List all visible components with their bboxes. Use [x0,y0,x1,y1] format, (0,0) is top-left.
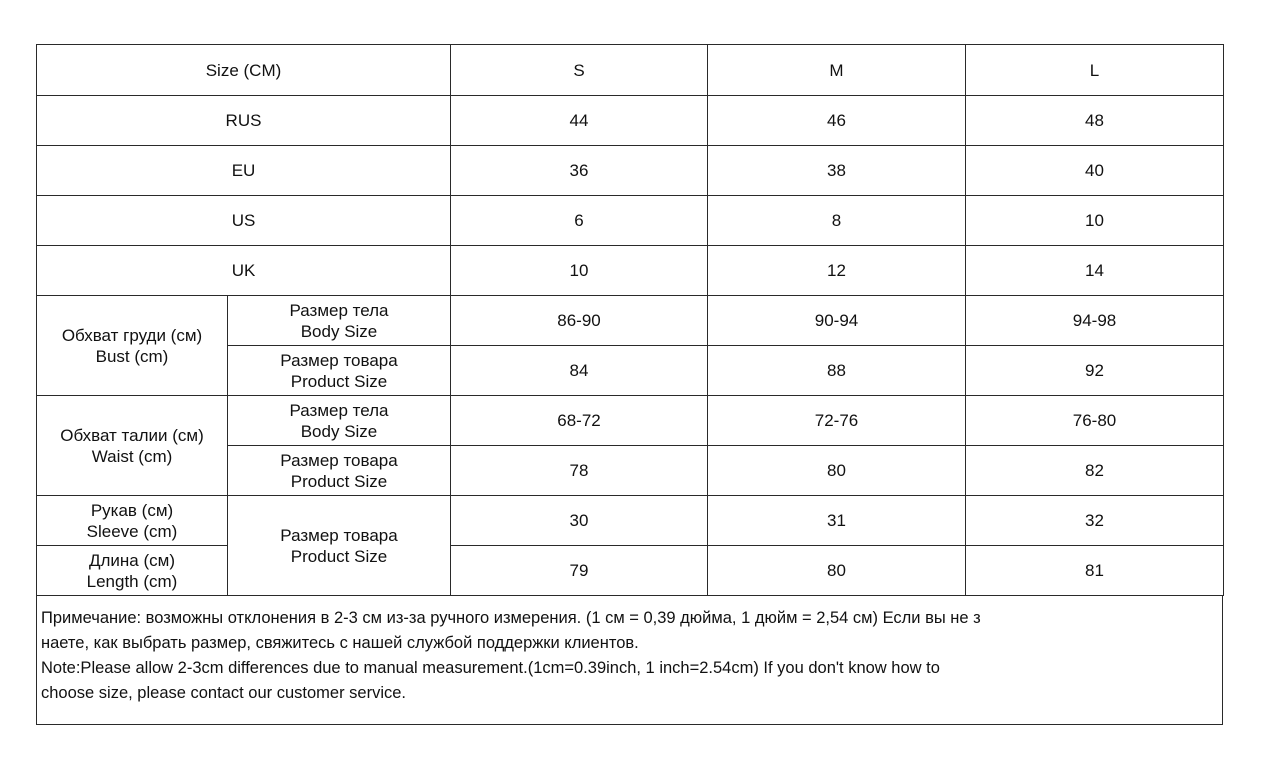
cell-value: 79 [451,546,708,596]
row-label: US [37,196,451,246]
product-size-ru: Размер товара [280,450,398,470]
product-size-en: Product Size [290,371,388,391]
row-us [37,196,1224,246]
cell-value: 94-98 [966,296,1224,346]
waist-label-en: Waist (cm) [91,446,173,466]
header-s: S [451,45,708,96]
product-size-en: Product Size [290,471,388,491]
header-m: M [708,45,966,96]
note-ru-line1: Примечание: возможны отклонения в 2-3 см из-за ручного измерения. (1 см = 0,39 дюйма, 1 дюйм = 2,54 см) Если вы не з [41,609,981,627]
cell-value: 88 [708,346,966,396]
cell-value: 44 [451,96,708,146]
product-size-ru: Размер товара [280,350,398,370]
note-en-line1: Note:Please allow 2-3cm differences due to manual measurement.(1cm=0.39inch, 1 inch=2.54cm) If you don't know how to [41,659,940,677]
cell-value: 80 [708,546,966,596]
cell-value: 38 [708,146,966,196]
row-bust-body [37,296,1224,346]
header-l: L [966,45,1224,96]
cell-value: 81 [966,546,1224,596]
bust-product-size-label [228,346,451,396]
cell-value: 30 [451,496,708,546]
cell-value: 78 [451,446,708,496]
product-size-ru: Размер товара [280,525,398,545]
cell-value: 6 [451,196,708,246]
body-size-ru: Размер тела [289,300,389,320]
length-label-en: Length (cm) [86,571,178,591]
row-label: RUS [37,96,451,146]
bust-label [37,296,228,396]
cell-value: 31 [708,496,966,546]
row-label: EU [37,146,451,196]
row-label: UK [37,246,451,296]
body-size-en: Body Size [300,421,378,441]
body-size-en: Body Size [300,321,378,341]
cell-value: 12 [708,246,966,296]
cell-value: 72-76 [708,396,966,446]
product-size-en: Product Size [290,546,388,566]
cell-value: 14 [966,246,1224,296]
sleeve-label-ru: Рукав (см) [90,500,174,520]
row-sleeve [37,496,1224,546]
length-label-ru: Длина (см) [88,550,175,570]
cell-value: 84 [451,346,708,396]
row-waist-body [37,396,1224,446]
sleeve-label [37,496,228,546]
cell-value: 10 [451,246,708,296]
sleeve-label-en: Sleeve (cm) [86,521,178,541]
waist-product-size-label [228,446,451,496]
row-length [37,546,1224,596]
size-table [36,44,1224,596]
cell-value: 40 [966,146,1224,196]
cell-value: 36 [451,146,708,196]
measurement-note [36,596,1223,725]
cell-value: 68-72 [451,396,708,446]
size-chart [36,44,1223,725]
cell-value: 92 [966,346,1224,396]
note-en-line2: choose size, please contact our customer service. [41,684,407,702]
cell-value: 76-80 [966,396,1224,446]
cell-value: 80 [708,446,966,496]
bust-label-en: Bust (cm) [95,346,169,366]
cell-value: 46 [708,96,966,146]
cell-value: 48 [966,96,1224,146]
note-ru-line2: наете, как выбрать размер, свяжитесь с нашей службой поддержки клиентов. [41,634,639,652]
waist-body-size-label [228,396,451,446]
length-label [37,546,228,596]
body-size-ru: Размер тела [289,400,389,420]
row-eu [37,146,1224,196]
cell-value: 10 [966,196,1224,246]
row-uk [37,246,1224,296]
cell-value: 86-90 [451,296,708,346]
bust-body-size-label [228,296,451,346]
bust-label-ru: Обхват груди (см) [61,325,203,345]
row-rus [37,96,1224,146]
header-size-cm: Size (CM) [37,45,451,96]
waist-label-ru: Обхват талии (см) [60,425,204,445]
waist-label [37,396,228,496]
header-row [37,45,1224,96]
shared-product-size-label [228,496,451,596]
cell-value: 82 [966,446,1224,496]
cell-value: 8 [708,196,966,246]
cell-value: 90-94 [708,296,966,346]
cell-value: 32 [966,496,1224,546]
